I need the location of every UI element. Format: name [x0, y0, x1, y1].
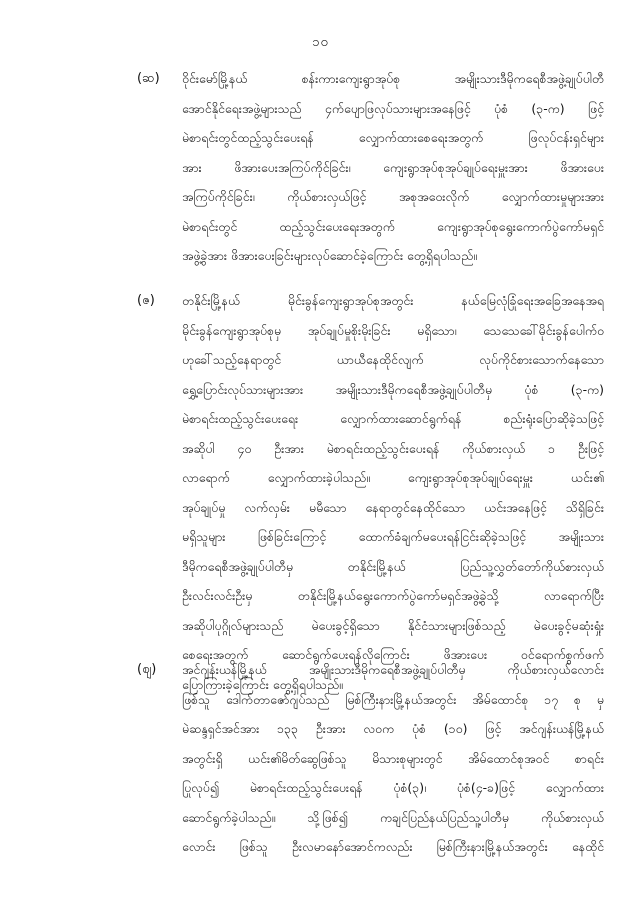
text-line: ဒီမိုကရေစီအဖွဲ့ချုပ်ပါတီမှ တနိုင်းမြို့နယ် ပြည်သူ့လွှတ်တော်ကိုယ်စားလှယ် [182, 558, 604, 574]
text-line: အောင်နိုင်ရေးအဖွဲ့များသည် ၄က်ပျောဖြလုပ်သားများအနေဖြင့် ပုံစံ (၃-က) ဖြင့် [182, 100, 604, 116]
page-number: ၁၀ [312, 35, 329, 50]
paragraph [182, 64, 604, 271]
text-line: အုပ်ချုပ်မှု လက်လှမ်း မမီသော နေရာတွင်နေထိုင်သော ယင်းအနေဖြင့် သိရှိခြင်း [182, 499, 604, 515]
text-line: ဦးလင်းလင်းဦးမှ တနိုင်းမြို့နယ်ရွေးကောက်ပွဲကော်မရှင်အဖွဲ့ခွဲသို့ လာရောက်ပြီး [182, 588, 604, 603]
text-line: မဲစာရင်းတွင် ထည့်သွင်းပေးရေးအတွက် ကျေးရွာအုပ်စုရွေးကောက်ပွဲကော်မရှင် [182, 218, 604, 234]
text-line: စေရေးအတွက် ဆောင်ရွက်ပေးရန်လိုကြောင်း ဖိအားပေး ဝင်ရောက်စွက်ဖက် [182, 647, 604, 662]
text-line: ဆောင်ရွက်ခဲ့ပါသည်။ သို့ဖြစ်၍ ကချင်ပြည်နယ်ပြည်သူ့ပါတီမှ ကိုယ်စားလှယ် [182, 809, 604, 825]
text-line: အဖွဲ့ခွဲအား ဖိအားပေးခြင်းများလုပ်ဆောင်ခဲ့ကြောင်း တွေ့ရှိရပါသည်။ [182, 248, 477, 263]
text-line: အင်ဂျန်းယန်မြို့နယ် အမျိုးသားဒီမိုကရေစီအဖွဲ့ချုပ်ပါတီမှ ကိုယ်စားလှယ်လောင်း [182, 662, 604, 677]
text-line: အကြပ်ကိုင်ခြင်း၊ ကိုယ်စားလှယ်ဖြင့် အစုအဝေးလိုက် လျှောက်ထားမှုများအား [182, 189, 604, 204]
text-line: အတွင်းရှိ ယင်း၏မိတ်ဆွေဖြစ်သူ မိသားစုများတွင် အိမ်ထောင်စုအဝင် စာရင်း [182, 750, 604, 766]
text-line: မဲစာရင်းထည့်သွင်းပေးရေး လျှောက်ထားဆောင်ရွက်ရန် စည်းရုံးပြောဆိုခဲ့သဖြင့် [182, 411, 604, 426]
text-line: အဆိုပါပုဂ္ဂိုလ်များသည် မဲပေးခွင့်ရှိသော နိုင်ငံသားများဖြစ်သည့် မဲပေးခွင့်မဆုံးရှုံး [182, 617, 604, 633]
text-line: ဟုခေါ်သည့်နေရာတွင် ယာယီနေထိုင်လျက် လုပ်ကိုင်စားသောက်နေသော [182, 352, 604, 367]
item-label: (ဆ) [137, 71, 160, 86]
paragraph [182, 286, 604, 699]
text-line: ပြုလုပ်၍ မဲစာရင်းထည့်သွင်းပေးရန် ပုံစံ(၃)၊ ပုံစံ(၄-ခ)ဖြင့် လျှောက်ထား [182, 780, 604, 795]
text-line: မိုင်းခွန်ကျေးရွာအုပ်စုမှ အုပ်ချုပ်မှုစိုးမိုးခြင်း မရှိသော၊ သေသေခေါ်မိုင်းခွန်ပေါက်ဝ [182, 322, 604, 338]
text-line: မဲစာရင်းတွင်ထည့်သွင်းပေးရန် လျှောက်ထားစေရေးအတွက် ဖြလုပ်ငန်းရှင်များ [182, 130, 604, 145]
text-line: လောင်း ဖြစ်သူ ဦးလမာနော်အောင်ကလည်း မြစ်ကြီးနားမြို့နယ်အတွင်း နေထိုင် [182, 839, 604, 854]
text-line: မရှိသူများ ဖြစ်ခြင်းကြောင့် ထောက်ခံချက်မပေးရန်ငြင်းဆိုခဲ့သဖြင့် အမျိုးသား [182, 529, 604, 544]
text-line: မဲဆန္ဒရှင်အင်အား ၁၃၃ ဦးအား လဝက ပုံစံ (၁၀) ဖြင့် အင်ဂျန်းယန်မြို့နယ် [182, 721, 604, 736]
item-label: (ဇ) [137, 293, 155, 308]
text-line: ဖြစ်သူ ဒေါက်တာဇော်ဂျပ်သည် မြစ်ကြီးနားမြို့နယ်အတွင်း အိမ်ထောင်စု ၁၇ စု မှ [182, 691, 604, 707]
text-line: အား ဖိအားပေးအကြပ်ကိုင်ခြင်း၊ ကျေးရွာအုပ်စုအုပ်ချုပ်ရေးမှူးအား ဖိအားပေး [182, 159, 604, 175]
text-line: အဆိုပါ ၄၀ ဦးအား မဲစာရင်းထည့်သွင်းပေးရန် ကိုယ်စားလှယ် ၁ ဦးဖြင့် [182, 440, 604, 456]
text-line: တနိုင်းမြို့နယ် မိုင်းခွန်ကျေးရွာအုပ်စုအတွင်း နယ်မြေလုံခြုံရေးအခြေအနေအရ [182, 293, 604, 308]
text-line: ဝိုင်းမော်မြို့နယ် စန်းကားကျေးရွာအုပ်စု အမျိုးသားဒီမိုကရေစီအဖွဲ့ချုပ်ပါတီ [182, 71, 604, 86]
paragraph [182, 655, 604, 862]
item-label: (ဈ) [137, 662, 157, 677]
text-line: ပြောကြားခဲ့ကြောင်း တွေ့ရှိရပါသည်။ [182, 676, 343, 692]
text-line: လာရောက် လျှောက်ထားခဲ့ပါသည်။ ကျေးရွာအုပ်စုအုပ်ချုပ်ရေးမှူး ယင်း၏ [182, 470, 604, 485]
text-line: ရွှေ့ပြောင်းလုပ်သားများအား အမျိုးသားဒီမိုကရေစီအဖွဲ့ချုပ်ပါတီမှ ပုံစံ (၃-က) [182, 381, 604, 397]
